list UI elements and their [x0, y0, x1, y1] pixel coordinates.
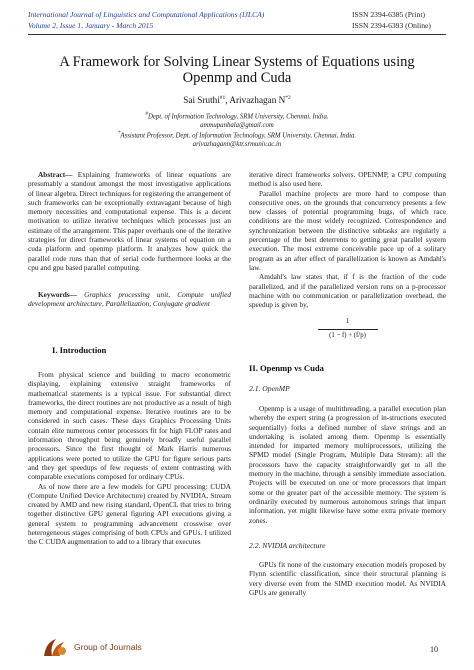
author-separator: , Arivazhagan N — [225, 95, 286, 106]
subsection-2-1: 2.1. OpenMP — [249, 384, 290, 393]
journal-header — [28, 10, 264, 31]
intro-paragraph-2: As of now there are a few models for GPU processing: CUDA (Compute Unified Device Architecture) created by NVIDIA, Stream created by AMD and new rising standard, OpenCL that tries to bring together distinctive GPU general figuring API executions giving a general system to programming advancement crosswise over heterogeneous stages comprising of both CPUs and GPUs. I utilized the C CUDA augmentation to add to a library that executes — [28, 481, 231, 547]
section-2-heading: II. Openmp vs Cuda — [249, 363, 324, 373]
right-paragraph-2: Parallel machine projects are more hard to compose than consecutive ones, on the grounds that concurrency presents a few new classes of potential programming bugs, of which race conditions are the most widely recognized. Correspondence and synchronization between the distinctive subtasks are regularly a percentage of the best deterrents to getting great parallel system execution. The most extreme conceivable pace up of a solitary program as an after effect of parallelization is known as Amdahl's law. — [249, 188, 446, 272]
right-paragraph-3: Amdahl's law states that, if f is the fraction of the code parallelized, and if the parallelized version runs on a p-processor machine with no communication or parallelization overhead, the speedup is given by, — [249, 272, 446, 310]
issn-online: ISSN 2394-6393 (Online) — [352, 20, 431, 30]
abstract-label: Abstract— — [38, 170, 73, 179]
formula-bar — [318, 329, 378, 330]
formula-denominator: (1 − f) + (f/p) — [329, 332, 366, 339]
affiliation-2-mark: * — [117, 131, 121, 136]
keywords — [28, 290, 231, 309]
openmp-paragraph: Openmp is a usage of multithreading, a parallel execution plan whereby the expert string (a progression of in-structions executed sequentially) forks a defined number of slave strings and an undertaking is isolated among them. Openmp is essentially intended for imparted memory multiprocessors, utilizing the SPMD model (Single Program, Multiple Data Stream): all the processors have the capacity straightforwardly get to all the memory in the machine, through a sensibly immediate association. Projects will be executed on one or more processors that impart some or the greater part of the accessible memory. The system is ordinarily executed by numerous autonomous strings that impart information, yet might likewise have some extra private memory zones. — [249, 404, 446, 525]
keywords-label: Keywords— — [38, 290, 77, 299]
author-1-mark: #1 — [219, 95, 226, 101]
intro-paragraph-1: From physical science and building to macro econometric displaying, explaining extensive straight frameworks of mathematical statements is a typical issue. For substantial direct frameworks, the direct routines are not productive as a result of high memory and computational expense. Iterative routines are to be considered in such cases. These days Graphics Processing Units contain elite numerous center processors fit for high FLOP rates and information throughput being genuinely broadly useful parallel processors. Since the first thought of Mark Harris numerous applications were ported to utilize the GPU for figure serious parts and they get speedups of few requests of extent contrasting with comparable executions composed for ordinary CPUs. — [28, 370, 231, 482]
journal-issue: Volume 2, Issue 1, January - March 2015 — [28, 20, 154, 30]
author-line — [28, 95, 446, 105]
journal-name: International Journal of Linguistics and Computational Applications (IJLCA) — [28, 10, 265, 19]
right-paragraph-1: iterative direct frameworks solvers. OPENMP, a CPU computing method is also used here. — [249, 170, 446, 189]
section-1-heading: I. Introduction — [52, 345, 107, 355]
title-line-2: Openmp and Cuda — [182, 70, 292, 86]
keywords-text: Graphics processing unit, Compute unified development architecture, Parallelization, Conjugate gradient — [28, 290, 231, 309]
issn-block — [352, 10, 431, 31]
affiliation-1-dept: Dept. of Information Technology, SRM University, Chennai, India. — [147, 113, 329, 121]
affiliation-2 — [28, 129, 446, 150]
page-number: 10 — [430, 645, 438, 654]
subsection-2-2: 2.2. NVIDIA architecture — [249, 541, 326, 550]
affiliation-2-dept: Assistant Professor, Dept. of Information Technology, SRM University, Chennai, India. — [120, 132, 357, 140]
affiliation-1-email: ammupanbala@gmail.com — [200, 122, 274, 130]
openmp-body — [249, 404, 446, 525]
section-1-body — [28, 370, 231, 547]
author-1: Sai Sruthi — [183, 95, 220, 106]
abstract — [28, 170, 231, 272]
amdahl-formula — [249, 318, 446, 339]
abstract-text: Explaining frameworks of linear equations are presumably a standout amongst the most investigative applications of linear algebra. Direct techniques for registering the arrangement of such frameworks can be exceptionally extravagant because of high memory necessities and computational expense. This is a decent motivation to utilize iterative techniques which processes just an estimate of the arrangement. This paper overhauls one of the iterative strategies for direct frameworks of linear systems of equation on a cuda platform and openmp platform. It analyzes how quick the parallel code runs than that of serial code furthermore looks at the cpu and gpu based parallel computing. — [28, 170, 232, 272]
title-line-1: A Framework for Solving Linear Systems of Equations using — [59, 54, 415, 70]
affiliation-2-email: arivazhagann@ktr.srmuniv.ac.in — [192, 141, 282, 149]
affiliation-1-mark: # — [145, 112, 148, 117]
paper-title — [28, 54, 446, 86]
issn-print: ISSN 2394-6385 (Print) — [352, 10, 425, 19]
author-2-mark: *2 — [285, 95, 291, 101]
publisher-name: Group of Journals — [74, 642, 142, 652]
formula-numerator: 1 — [345, 318, 350, 325]
nvidia-body — [249, 560, 446, 597]
affiliation-1 — [28, 110, 446, 131]
nvidia-paragraph: GPUs fit none of the customary execution models proposed by Flynn scientific classification, since their structural planning is very diverse even from the SIMD execution model. As NVIDIA GPUs are generally — [249, 560, 446, 597]
right-column-top — [249, 170, 446, 309]
header-rule — [28, 34, 446, 35]
publisher-logo-icon — [40, 636, 70, 658]
